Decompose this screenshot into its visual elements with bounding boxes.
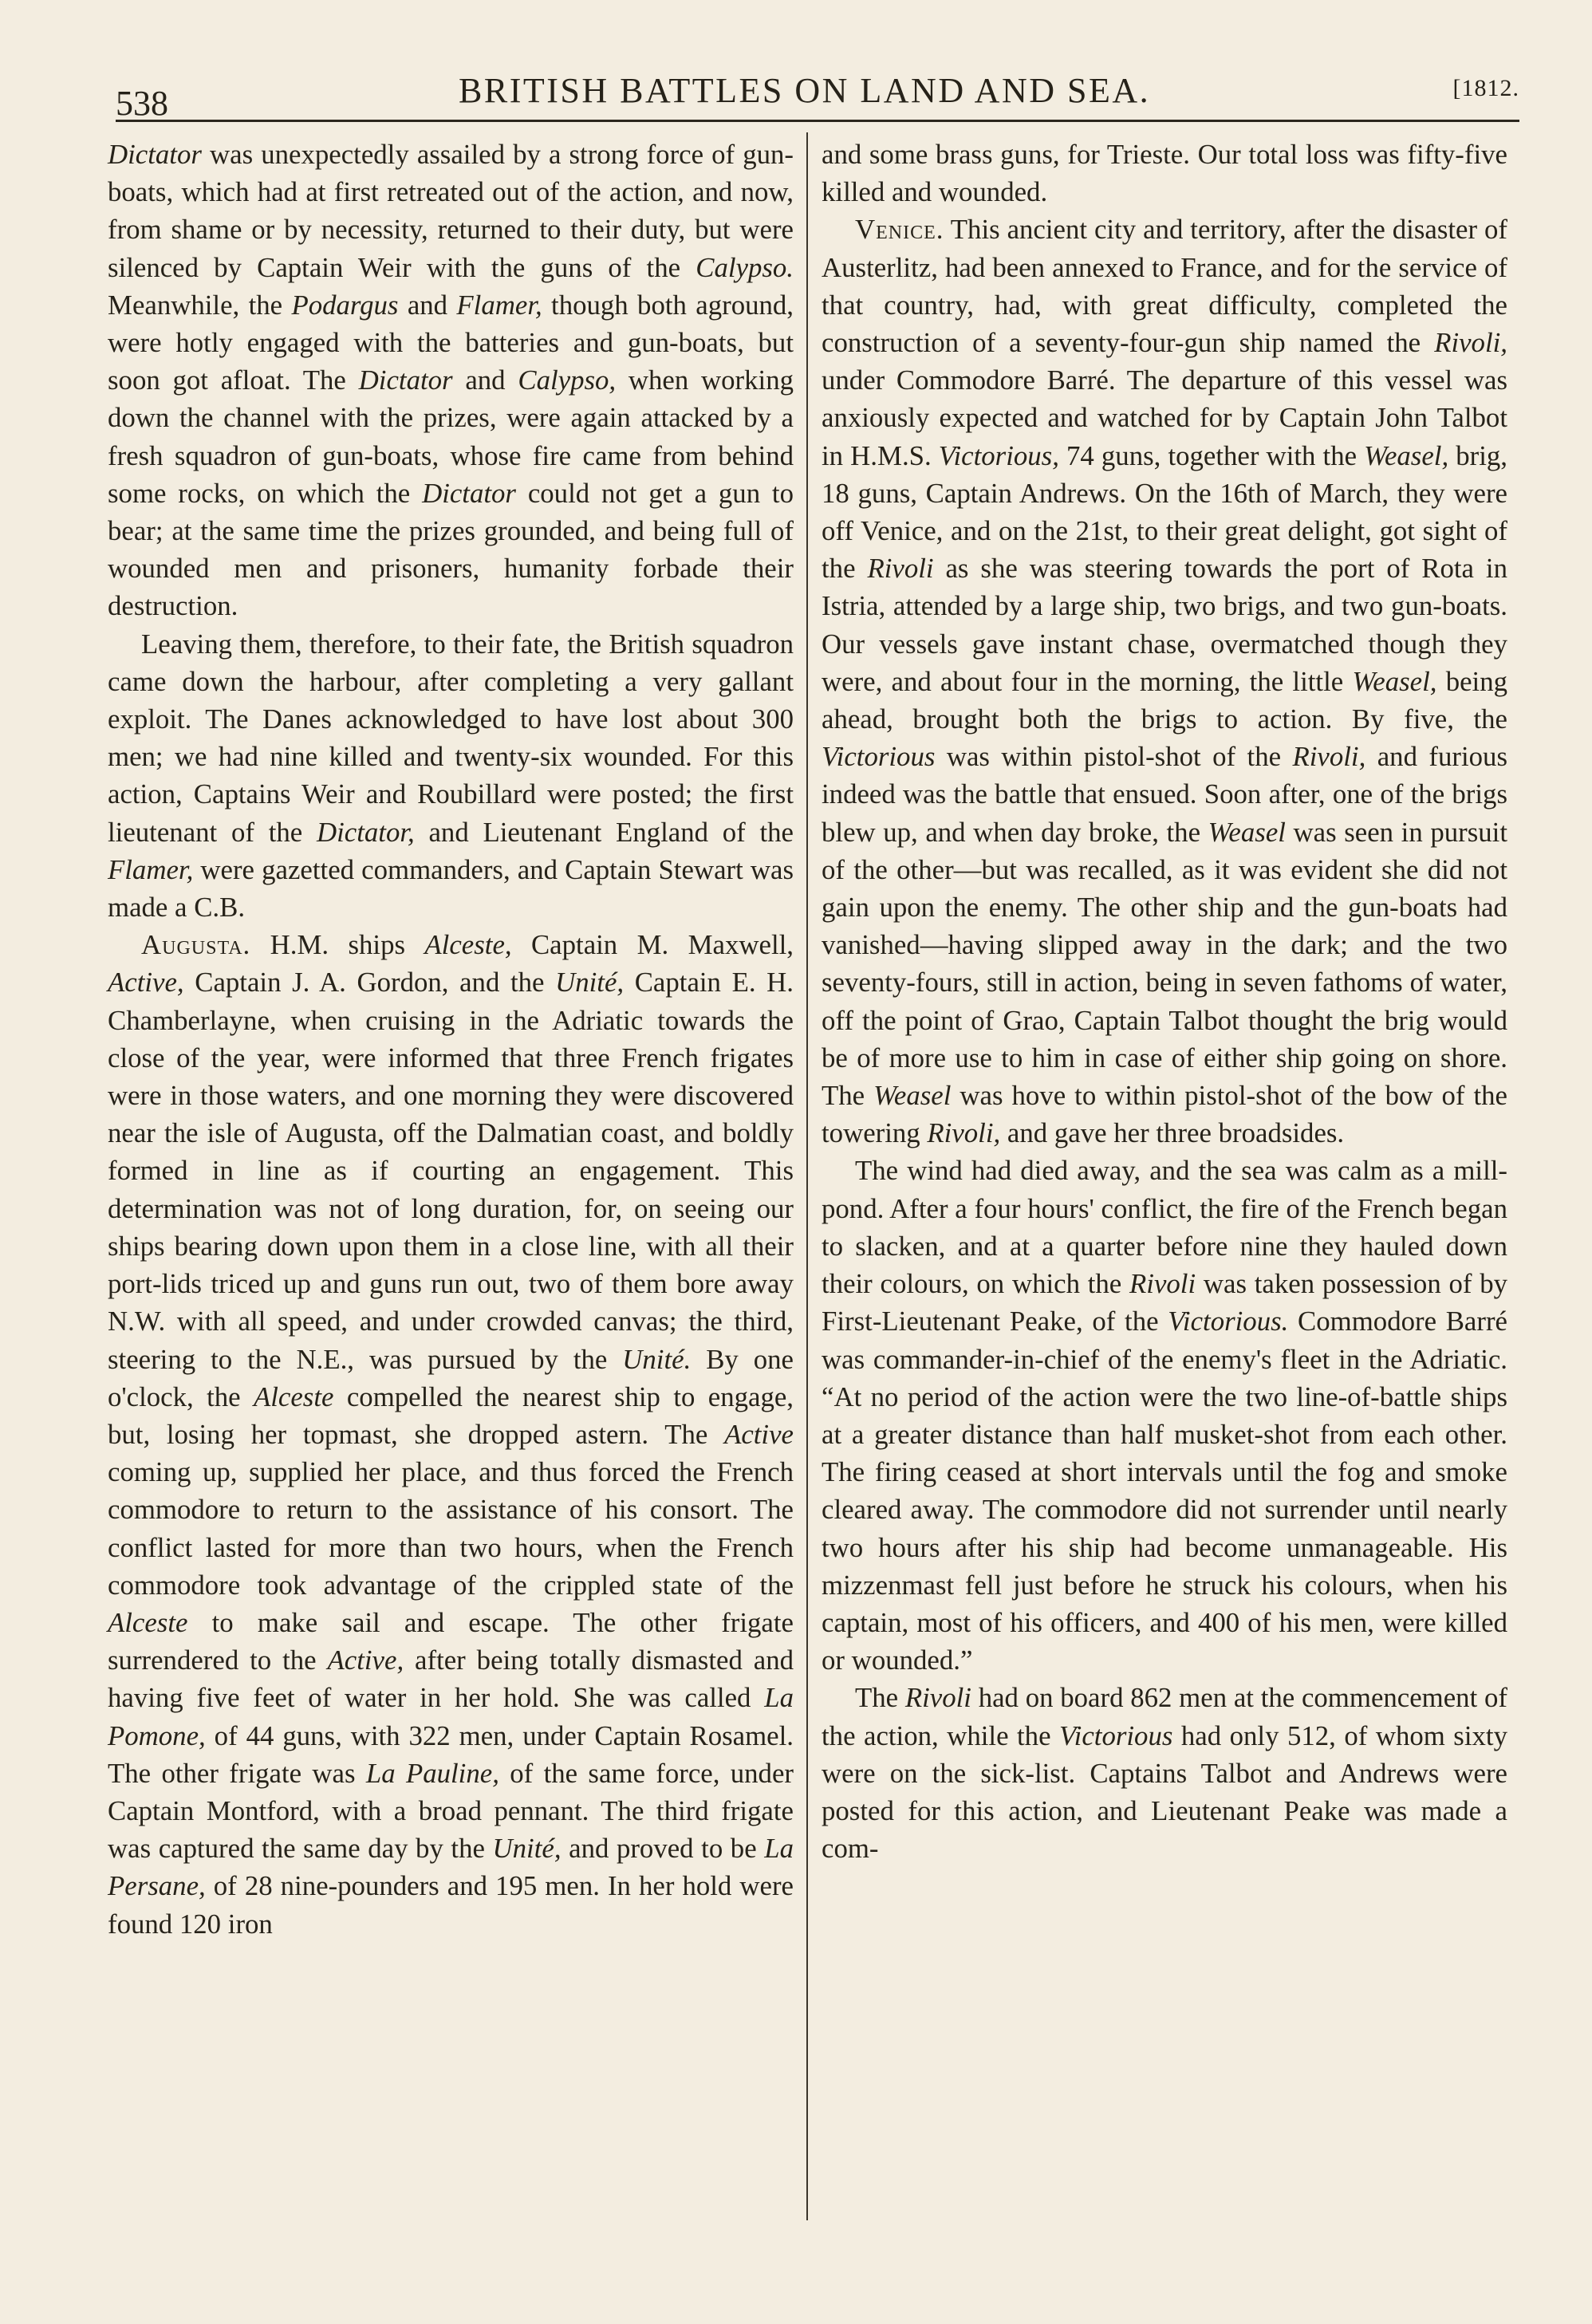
italic-run: La Pauline, — [365, 1757, 499, 1789]
text-run: were gazetted commanders, and Captain Stewart was made a C.B. — [108, 853, 794, 924]
text-run: had only 512, of whom sixty were on the sick-list. Captains Talbot and Andrews were posted for this action, and Lieutenant Peake was made a com- — [822, 1719, 1507, 1865]
italic-run: Alceste, — [424, 929, 512, 961]
text-run: Captain M. Maxwell, — [511, 929, 794, 961]
italic-run: Calypso, — [518, 364, 617, 396]
text-run: and — [398, 289, 457, 321]
paragraph — [822, 211, 1507, 1152]
paragraph — [822, 1152, 1507, 1679]
italic-run: Rivoli — [1129, 1268, 1196, 1300]
text-run: being ahead, brought both the brigs to action. By five, the — [822, 665, 1507, 735]
text-run: and Lieutenant England of the — [414, 816, 794, 848]
italic-run: Rivoli — [867, 553, 934, 585]
text-run: could not get a gun to bear; at the same time the prizes grounded, and being full of wounded men and prisoners, humanity forbade their destruction. — [108, 477, 794, 622]
text-run: By one o'clock, the — [108, 1343, 794, 1412]
italic-run: Alceste — [254, 1381, 334, 1412]
text-run: 74 guns, together with the — [1058, 439, 1365, 471]
page-number: 538 — [116, 84, 168, 123]
italic-run: Rivoli — [904, 1682, 971, 1714]
italic-run: Victorious — [1059, 1719, 1173, 1751]
text-run: This ancient city and territory, after the disaster of Austerlitz, had been annexed to France, and for the service of that country, had, with great difficulty, completed the construction of a seventy-four-gun ship named the — [822, 214, 1507, 359]
text-run: and furious indeed was the battle that ensued. Soon after, one of the brigs blew up, and when day broke, the — [822, 741, 1507, 848]
italic-run: Victorious, — [938, 439, 1059, 471]
italic-run: Podargus — [291, 289, 399, 321]
italic-run: Flamer, — [108, 853, 194, 885]
text-run: after being totally dismasted and having five feet of water in her hold. She was called — [108, 1645, 794, 1714]
text-run: was seen in pursuit of the other—but was recalled, as it was evident she did not gain upon the enemy. The other ship and the gun-boats had vanished—having slipped away in the dark; and the two seventy-fours, still in action, being in seven fathoms of water, off the point of Grao, Captain Talbot thought the brig would be of more use to him in case of either ship going on shore. The — [822, 816, 1508, 1112]
section-heading: Venice. — [855, 214, 944, 246]
left-column — [108, 136, 794, 1943]
text-run: was taken possession of by First-Lieutenant Peake, of the — [822, 1268, 1508, 1337]
text-run: Meanwhile, the — [108, 289, 292, 321]
italic-run: Alceste — [108, 1606, 188, 1638]
text-run: Captain E. H. Chamberlayne, when cruising in the Adriatic towards the close of the year, were informed that three French frigates were in those waters, and one morning they were discovered near the isle of Augusta, off the Dalmatian coast, and boldly formed in line as if courting an engagement. This determination was not of long duration, for, on seeing our ships bearing down upon them in a close line, with all their port-lids triced up and guns run out, two of them bore away N.W. with all speed, and under crowded canvas; the third, steering to the N.E., was pursued by the — [108, 967, 794, 1375]
running-title: BRITISH BATTLES ON LAND AND SEA. — [459, 71, 1151, 110]
text-run: of 44 guns, with 322 men, under Captain Rosamel. The other frigate was — [108, 1719, 794, 1789]
italic-run: Victorious. — [1168, 1306, 1289, 1337]
italic-run: Unité, — [492, 1833, 562, 1865]
italic-run: Unité, — [555, 967, 625, 999]
italic-run: Active, — [108, 967, 184, 999]
text-run: though both aground, were hotly engaged with the batteries and gun-boats, but soon got afloat. The — [108, 289, 794, 396]
text-run: when working down the channel with the prizes, were again attacked by a fresh squadron of gun-boats, whose fire came from behind some rocks, on which the — [108, 364, 794, 509]
year-mark: [1812. — [1452, 75, 1519, 101]
italic-run: Dictator, — [316, 816, 415, 848]
italic-run: Calypso. — [696, 251, 794, 283]
text-run: and some brass guns, for Trieste. Our total loss was fifty-five killed and wounded. — [822, 139, 1507, 208]
text-run: and — [452, 364, 518, 396]
italic-run: Weasel, — [1364, 439, 1449, 471]
text-run: of the same force, under Captain Montford, with a broad pennant. The third frigate was captured the same day by the — [108, 1757, 794, 1865]
text-run: to make sail and escape. The other frigate surrendered to the — [108, 1606, 794, 1676]
paragraph — [822, 136, 1507, 211]
text-run: Captain J. A. Gordon, and the — [183, 967, 556, 999]
text-run: The wind had died away, and the sea was calm as a mill-pond. After a four hours' conflict, the fire of the French began to slacken, and at a quarter before nine they hauled down their colours, on which the — [822, 1155, 1507, 1300]
text-run: Commodore Barré was commander-in-chief of the enemy's fleet in the Adriatic. “At no period of the action were the two line-of-battle ships at a greater distance than half musket-shot from each other. The firing ceased at short intervals until the fog and smoke cleared away. The commodore did not surrender until nearly two hours after his ship had become unmanageable. His mizzenmast fell just before he struck his colours, when his captain, most of his officers, and 400 of his men, were killed or wounded.” — [822, 1306, 1507, 1676]
text-run: was within pistol-shot of the — [935, 741, 1293, 773]
italic-run: La Pomone, — [108, 1682, 794, 1751]
italic-run: La Persane, — [108, 1833, 794, 1902]
text-run: The — [855, 1682, 905, 1714]
text-run: as she was steering towards the port of Rota in Istria, attended by a large ship, two brigs, and two gun-boats. Our vessels gave instant chase, overmatched though they were, and about four in the morning, the little — [822, 553, 1507, 697]
paragraph — [108, 625, 794, 927]
right-column — [822, 136, 1507, 1867]
italic-run: Flamer, — [456, 289, 542, 321]
italic-run: Rivoli, — [1434, 327, 1507, 359]
italic-run: Active — [724, 1418, 794, 1450]
text-run: and gave her three broadsides. — [1000, 1117, 1345, 1149]
italic-run: Rivoli, — [1292, 741, 1366, 773]
paragraph — [822, 1679, 1507, 1867]
italic-run: Victorious — [822, 741, 936, 773]
italic-run: Unité. — [622, 1343, 692, 1375]
section-heading: Augusta. — [141, 929, 251, 961]
column-divider — [806, 132, 808, 2220]
text-run: and proved to be — [561, 1833, 765, 1865]
italic-run: Rivoli, — [927, 1117, 1001, 1149]
text-run: under Commodore Barré. The departure of this vessel was anxiously expected and watched for by Captain John Talbot in H.M.S. — [822, 364, 1507, 471]
text-run: compelled the nearest ship to engage, but, losing her topmast, she dropped astern. The — [108, 1381, 794, 1450]
text-run: was unexpectedly assailed by a strong force of gun-boats, which had at first retreated out of the action, and now, from shame or by necessity, returned to their duty, but were silenced by Captain Weir with the guns of the — [108, 139, 794, 283]
paragraph — [108, 136, 794, 625]
text-run: Leaving them, therefore, to their fate, the British squadron came down the harbour, after completing a very gallant exploit. The Danes acknowledged to have lost about 300 men; we had nine killed and twenty-six wounded. For this action, Captains Weir and Roubillard were posted; the first lieutenant of the — [108, 628, 794, 848]
text-run: of 28 nine-pounders and 195 men. In her hold were found 120 iron — [108, 1870, 794, 1940]
italic-run: Dictator — [108, 139, 202, 170]
italic-run: Weasel — [873, 1080, 952, 1112]
italic-run: Weasel — [1208, 816, 1286, 848]
italic-run: Dictator — [422, 477, 516, 509]
text-run: coming up, supplied her place, and thus forced the French commodore to return to the assistance of his consort. The conflict lasted for more than two hours, when the French commodore took advantage of the crippled state of the — [108, 1456, 794, 1601]
page-header — [116, 64, 1519, 122]
text-run: had on board 862 men at the commencement of the action, while the — [822, 1682, 1507, 1751]
text-run: was hove to within pistol-shot of the bow of the towering — [822, 1080, 1507, 1149]
italic-run: Weasel, — [1352, 665, 1437, 697]
italic-run: Active, — [327, 1645, 404, 1676]
paragraph — [108, 926, 794, 1942]
text-run: H.M. ships — [250, 929, 425, 961]
text-run: brig, 18 guns, Captain Andrews. On the 16th of March, they were off Venice, and on the 21st, to their great delight, got sight of the — [822, 439, 1508, 585]
italic-run: Dictator — [358, 364, 453, 396]
